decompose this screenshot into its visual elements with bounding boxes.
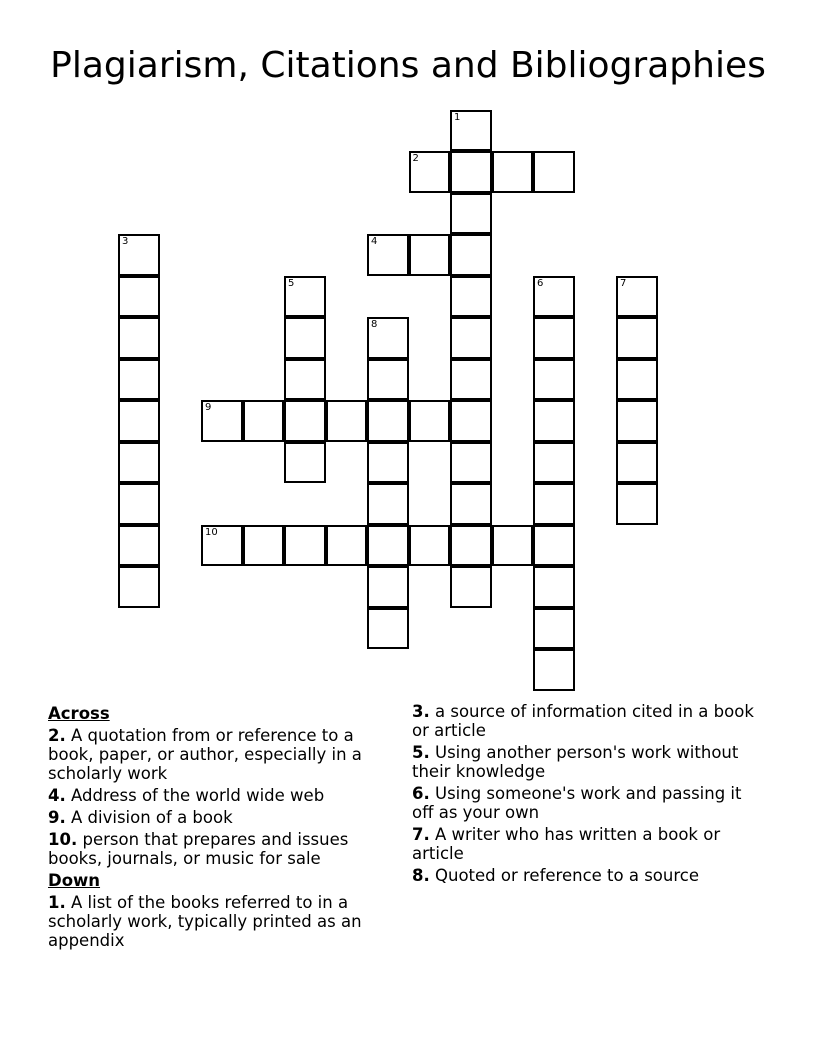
crossword-cell[interactable] bbox=[533, 608, 575, 650]
page-title: Plagiarism, Citations and Bibliographies bbox=[50, 45, 766, 86]
clue-down-8 bbox=[412, 866, 762, 885]
clue-down-5 bbox=[412, 743, 762, 781]
crossword-cell[interactable] bbox=[450, 525, 492, 567]
clue-number: 8. bbox=[412, 866, 430, 885]
clue-text: person that prepares and issues books, journals, or music for sale bbox=[48, 830, 349, 868]
crossword-cell[interactable] bbox=[450, 566, 492, 608]
crossword-cell[interactable] bbox=[118, 234, 160, 276]
crossword-cell[interactable] bbox=[450, 234, 492, 276]
crossword-cell[interactable] bbox=[367, 525, 409, 567]
clue-down-6 bbox=[412, 784, 762, 822]
clue-text: A quotation from or reference to a book, paper, or author, especially in a scholarly work bbox=[48, 726, 362, 783]
clue-text: Quoted or reference to a source bbox=[435, 866, 699, 885]
crossword-cell[interactable] bbox=[409, 400, 451, 442]
down-heading: Down bbox=[48, 871, 101, 890]
crossword-cell[interactable] bbox=[450, 110, 492, 152]
crossword-cell[interactable] bbox=[201, 400, 243, 442]
clue-number: 1. bbox=[48, 893, 66, 912]
crossword-cell[interactable] bbox=[243, 400, 285, 442]
clue-number: 5. bbox=[412, 743, 430, 762]
cell-number: 1 bbox=[454, 111, 461, 123]
crossword-cell[interactable] bbox=[326, 400, 368, 442]
crossword-cell[interactable] bbox=[533, 151, 575, 193]
crossword-cell[interactable] bbox=[616, 276, 658, 318]
across-heading: Across bbox=[48, 704, 110, 723]
crossword-cell[interactable] bbox=[450, 483, 492, 525]
cell-number: 4 bbox=[371, 236, 378, 247]
crossword-cell[interactable] bbox=[616, 317, 658, 359]
crossword-cell[interactable] bbox=[450, 359, 492, 401]
clue-number: 4. bbox=[48, 786, 66, 805]
crossword-cell[interactable] bbox=[284, 276, 326, 318]
cell-number: 9 bbox=[205, 402, 212, 413]
clue-number: 3. bbox=[412, 702, 430, 721]
clue-across-9 bbox=[48, 808, 403, 827]
clue-across-2 bbox=[48, 726, 403, 783]
crossword-cell[interactable] bbox=[616, 483, 658, 525]
crossword-cell[interactable] bbox=[616, 359, 658, 401]
crossword-cell[interactable] bbox=[450, 317, 492, 359]
crossword-cell[interactable] bbox=[409, 234, 451, 276]
cell-number: 2 bbox=[412, 153, 419, 164]
clue-number: 6. bbox=[412, 784, 430, 803]
crossword-cell[interactable] bbox=[450, 276, 492, 318]
clue-text: Using someone's work and passing it off as your own bbox=[412, 784, 742, 822]
crossword-cell[interactable] bbox=[118, 442, 160, 484]
clues-right-column bbox=[412, 702, 762, 888]
cell-number: 7 bbox=[620, 277, 627, 289]
crossword-cell[interactable] bbox=[367, 359, 409, 401]
crossword-cell[interactable] bbox=[326, 525, 368, 567]
crossword-cell[interactable] bbox=[450, 193, 492, 235]
crossword-cell[interactable] bbox=[533, 649, 575, 691]
crossword-cell[interactable] bbox=[284, 317, 326, 359]
clue-text: a source of information cited in a book or article bbox=[412, 702, 754, 740]
crossword-cell[interactable] bbox=[533, 400, 575, 442]
clue-text: Address of the world wide web bbox=[71, 786, 325, 805]
crossword-cell[interactable] bbox=[367, 483, 409, 525]
clue-text: A division of a book bbox=[71, 808, 233, 827]
crossword-cell[interactable] bbox=[367, 317, 409, 359]
crossword-cell[interactable] bbox=[533, 525, 575, 567]
crossword-cell[interactable] bbox=[616, 400, 658, 442]
crossword-cell[interactable] bbox=[367, 442, 409, 484]
crossword-cell[interactable] bbox=[533, 483, 575, 525]
crossword-cell[interactable] bbox=[284, 442, 326, 484]
crossword-cell[interactable] bbox=[118, 317, 160, 359]
crossword-cell[interactable] bbox=[367, 608, 409, 650]
clue-number: 10. bbox=[48, 830, 78, 849]
clue-text: A writer who has written a book or article bbox=[412, 825, 721, 863]
crossword-cell[interactable] bbox=[616, 442, 658, 484]
crossword-cell[interactable] bbox=[118, 483, 160, 525]
crossword-cell[interactable] bbox=[450, 151, 492, 193]
clue-down-3 bbox=[412, 702, 762, 740]
crossword-cell[interactable] bbox=[118, 359, 160, 401]
crossword-cell[interactable] bbox=[450, 400, 492, 442]
crossword-cell[interactable] bbox=[533, 442, 575, 484]
crossword-cell[interactable] bbox=[367, 400, 409, 442]
clues-left-column bbox=[48, 702, 403, 953]
crossword-cell[interactable] bbox=[284, 400, 326, 442]
crossword-cell[interactable] bbox=[367, 234, 409, 276]
clue-down-1 bbox=[48, 893, 403, 950]
crossword-cell[interactable] bbox=[533, 359, 575, 401]
clue-text: A list of the books referred to in a scholarly work, typically printed as an appendix bbox=[48, 893, 362, 950]
crossword-cell[interactable] bbox=[533, 566, 575, 608]
crossword-cell[interactable] bbox=[118, 525, 160, 567]
cell-number: 3 bbox=[122, 236, 129, 247]
crossword-cell[interactable] bbox=[284, 525, 326, 567]
clue-across-10 bbox=[48, 830, 403, 868]
clue-number: 7. bbox=[412, 825, 430, 844]
crossword-cell[interactable] bbox=[284, 359, 326, 401]
crossword-cell[interactable] bbox=[492, 525, 534, 567]
crossword-cell[interactable] bbox=[367, 566, 409, 608]
crossword-cell[interactable] bbox=[243, 525, 285, 567]
crossword-cell[interactable] bbox=[201, 525, 243, 567]
cell-number: 10 bbox=[205, 526, 218, 538]
crossword-cell[interactable] bbox=[118, 566, 160, 608]
clue-number: 2. bbox=[48, 726, 66, 745]
crossword-cell[interactable] bbox=[409, 151, 451, 193]
crossword-cell[interactable] bbox=[118, 400, 160, 442]
cell-number: 5 bbox=[288, 277, 295, 289]
crossword-cell[interactable] bbox=[118, 276, 160, 318]
crossword-cell[interactable] bbox=[492, 151, 534, 193]
crossword-cell[interactable] bbox=[533, 317, 575, 359]
clue-text: Using another person's work without their knowledge bbox=[412, 743, 739, 781]
cell-number: 8 bbox=[371, 319, 378, 330]
clue-across-4 bbox=[48, 786, 403, 805]
clue-down-7 bbox=[412, 825, 762, 863]
crossword-cell[interactable] bbox=[450, 442, 492, 484]
crossword-cell[interactable] bbox=[533, 276, 575, 318]
clue-number: 9. bbox=[48, 808, 66, 827]
cell-number: 6 bbox=[537, 277, 544, 289]
crossword-cell[interactable] bbox=[409, 525, 451, 567]
